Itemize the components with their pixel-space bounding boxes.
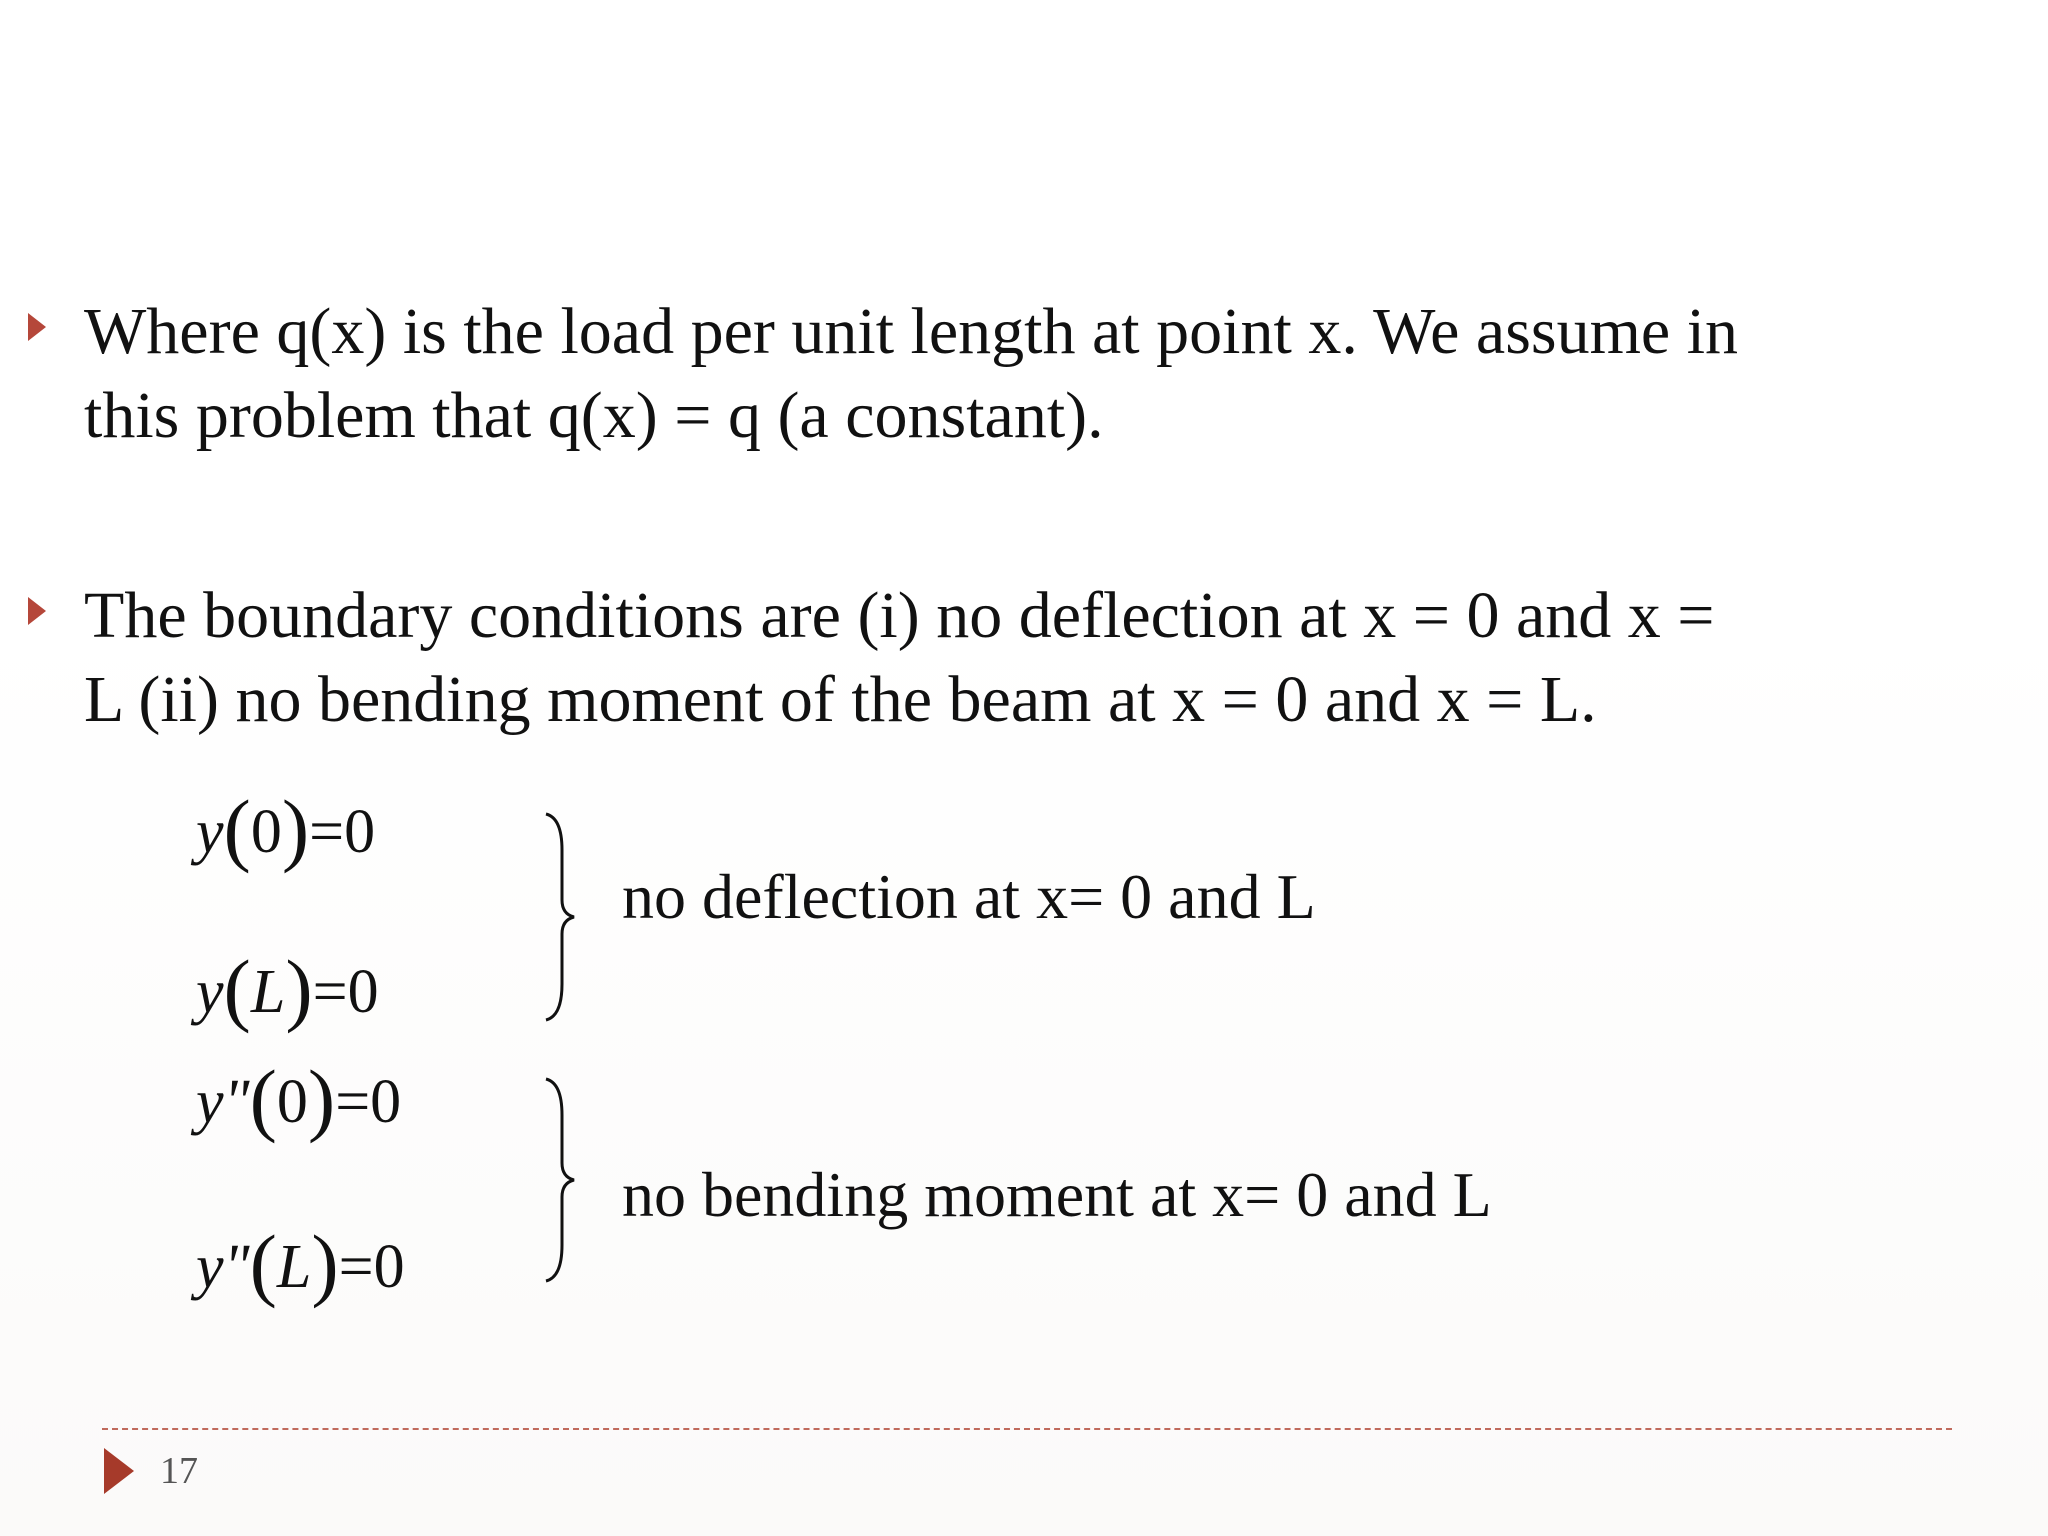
equation-y-at-0 [196,783,376,874]
triangle-bullet-icon [28,313,46,341]
equation-function: y [196,798,224,866]
equation-argument: L [276,1233,312,1301]
right-brace-icon [538,1075,588,1285]
paren-open: ( [249,1053,277,1144]
equation-argument: 0 [250,798,282,866]
equation-function: y" [196,1233,250,1301]
triangle-bullet-icon [28,597,46,625]
brace-label-no-bending-moment: no bending moment at x= 0 and L [622,1159,1492,1230]
equation-argument: 0 [276,1068,308,1136]
paren-close: ) [281,783,310,874]
equation-rhs: =0 [312,958,379,1026]
brace-label-no-deflection: no deflection at x= 0 and L [622,861,1316,932]
paren-open: ( [223,783,251,874]
paren-close: ) [307,1053,336,1144]
equation-y-at-L [196,943,379,1034]
equation-y-second-derivative-at-L [196,1218,405,1309]
footer-arrow-icon [104,1448,134,1494]
bullet-text: The boundary conditions are (i) no deflection at x = 0 and x = L (ii) no bending moment of the beam at x = 0 and x = L. [84,579,1715,736]
page-number: 17 [160,1450,198,1492]
equation-rhs: =0 [309,798,376,866]
paren-close: ) [285,943,313,1034]
equation-y-second-derivative-at-0 [196,1053,402,1144]
equation-rhs: =0 [335,1068,402,1136]
bullet-text: Where q(x) is the load per unit length at point x. We assume in this problem that q(x) = q (a constant). [84,295,1739,452]
paren-open: ( [249,1218,277,1309]
footer-divider [102,1428,1952,1430]
paren-open: ( [223,943,251,1034]
equation-function: y" [196,1068,250,1136]
equation-rhs: =0 [338,1233,405,1301]
equation-function: y [196,958,224,1026]
right-brace-icon [538,810,588,1024]
paren-close: ) [311,1218,339,1309]
equation-argument: L [250,958,286,1026]
